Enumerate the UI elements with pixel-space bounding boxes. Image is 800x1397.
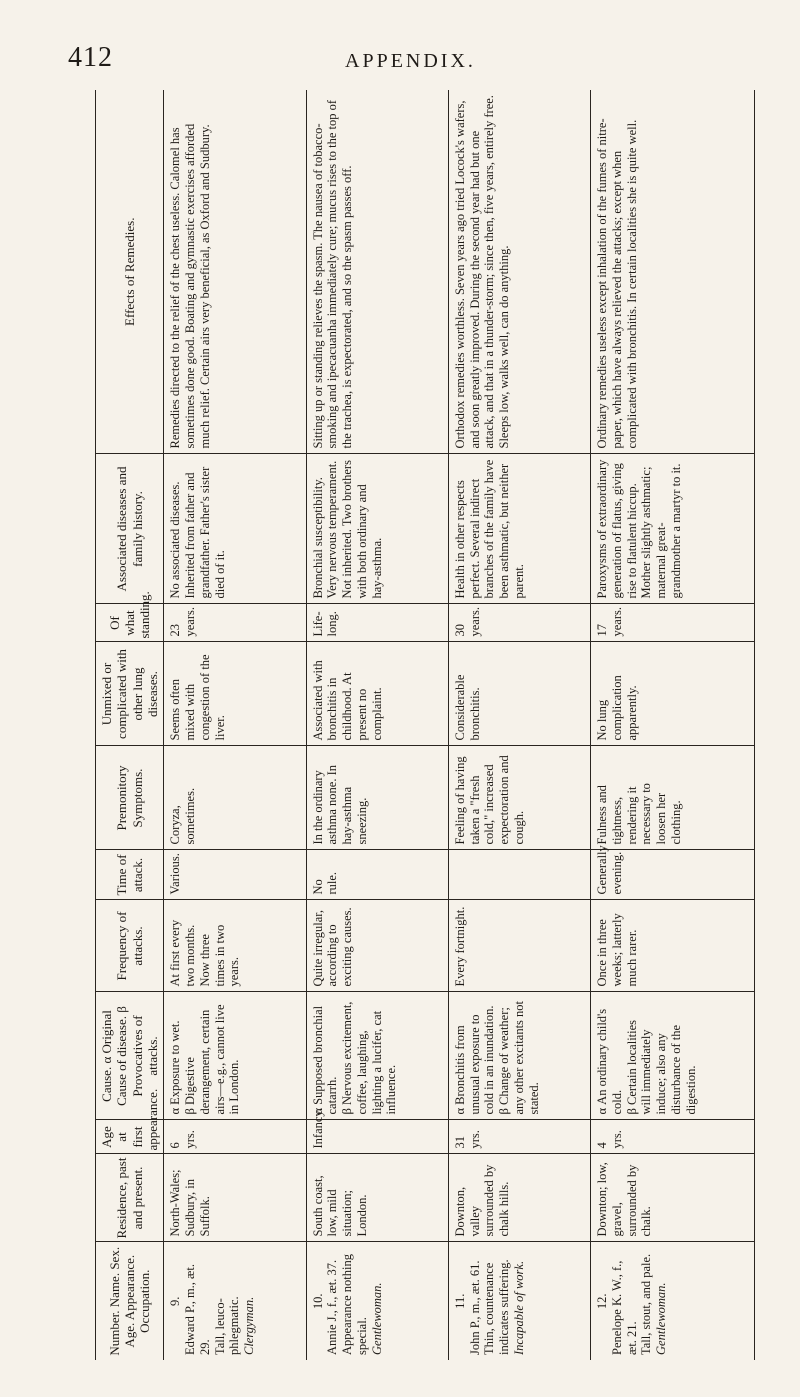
cell-standing: 17 years. — [591, 604, 755, 642]
case-number: 9. — [168, 1296, 183, 1306]
cell-cause — [448, 992, 590, 1120]
cell-associated: Health in other respects perfect. Several indirect branches of the family have been asthmatic, but neither parent. — [448, 454, 590, 604]
cause-original: α Bronchitis from unusual exposure to cold in an inundation. — [452, 1005, 497, 1115]
cell-associated: No associated diseases. Inherited from father and grandfather. Father's sister died of it. — [164, 454, 306, 604]
patient-occupation: Clergyman. — [242, 1296, 257, 1355]
cell-frequency: Once in three weeks; latterly much rarer. — [591, 900, 755, 992]
cause-original: α An ordinary child's cold. — [595, 1008, 624, 1115]
cell-standing: Life-long. — [306, 604, 448, 642]
cell-complicated: Seems often mixed with congestion of the liver. — [164, 642, 306, 746]
case-number: 11. — [452, 1293, 467, 1309]
cell-age-first: Infancy. — [306, 1120, 448, 1154]
cell-age-first: 4 yrs. — [591, 1120, 755, 1154]
cell-premonitory: Fulness and tightness, rendering it necessary to loosen her clothing. — [591, 746, 755, 850]
patient-name: Edward P., m., æt. 29. — [183, 1264, 212, 1355]
cell-cause — [164, 992, 306, 1120]
cell-age-first: 6 yrs. — [164, 1120, 306, 1154]
table-row — [448, 90, 590, 1360]
table-header-row — [96, 90, 164, 1360]
cause-provocative: β Certain localities will immediately induce; also any disturbance of the digestion. — [624, 1019, 698, 1115]
cause-provocative: β Change of weather; any other excitants not stated. — [497, 1000, 541, 1115]
patient-name: Penelope K. W., f., æt. 21. — [609, 1260, 639, 1355]
cell-time — [448, 850, 590, 900]
cell-premonitory: In the ordinary asthma none. In hay-asthma sneezing. — [306, 746, 448, 850]
cause-original: α Supposed bronchial catarrh. — [310, 1005, 340, 1115]
patient-appearance: Tall, leuco-phlegmatic. — [212, 1296, 242, 1355]
cell-remedies: Sitting up or standing relieves the spasm. The nausea of tobacco-smoking and ipecacuanha immediately cure; mucus rises to the top of the trachea, is expectorated, and so the spasm passes off. — [310, 99, 355, 449]
col-header-time: Time of attack. — [96, 850, 164, 900]
page-title: APPENDIX. — [345, 50, 476, 72]
patient-appearance: Thin, countenance indicates suffering. — [482, 1259, 512, 1355]
patient-name: Annie J., f., æt. 37. — [325, 1259, 340, 1355]
cell-standing: 30 years. — [448, 604, 590, 642]
col-header-residence: Residence, past and present. — [96, 1154, 164, 1242]
patient-appearance: Appearance nothing special. — [340, 1253, 369, 1355]
cell-complicated: Considerable bronchitis. — [448, 642, 590, 746]
cause-provocative: β Digestive derangement, certain airs—e.g., cannot live in London. — [183, 1004, 242, 1115]
cell-associated: Paroxysms of extraordinary generation of flatus, giving rise to flatulent hiccup. Mother slightly asthmatic; maternal great-grandmother a martyr to it. — [591, 454, 755, 604]
cause-original: α Exposure to wet. — [168, 1020, 183, 1115]
col-header-remedies: Effects of Remedies. — [96, 90, 164, 454]
patient-appearance: Tall, stout, and pale. — [639, 1253, 654, 1355]
col-header-frequency: Frequency of attacks. — [96, 900, 164, 992]
patient-name: John P., m., æt. 61. — [467, 1260, 482, 1355]
col-header-standing: Of what standing. — [96, 604, 164, 642]
cell-cause — [306, 992, 448, 1120]
patient-occupation: Gentlewoman. — [369, 1282, 384, 1355]
case-number: 12. — [595, 1293, 610, 1310]
cell-residence: South coast, low, mild situation; London. — [306, 1154, 448, 1242]
cell-patient — [306, 1242, 448, 1360]
table-row — [164, 90, 306, 1360]
cell-time: Various. — [164, 850, 306, 900]
cell-cause — [591, 992, 755, 1120]
table-row — [306, 90, 448, 1360]
col-header-premonitory: Premonitory Symptoms. — [96, 746, 164, 850]
col-header-age-first: Age at first appearance. — [96, 1120, 164, 1154]
cell-residence: Downton; low, gravel, surrounded by chalk. — [591, 1154, 755, 1242]
col-header-associated: Associated diseases and family history. — [96, 454, 164, 604]
cell-frequency: At first every two months. Now three times in two years. — [164, 900, 306, 992]
cell-time: No rule. — [306, 850, 448, 900]
cell-remedies: Ordinary remedies useless except inhalation of the fumes of nitre-paper, which have always relieved the attacks; except when complicated with bronchitis. In certain localities she is quite well. — [595, 118, 639, 449]
cell-standing: 23 years. — [164, 604, 306, 642]
col-header-number: Number. Name. Sex. Age. Appearance. Occupation. — [96, 1242, 164, 1360]
page-number: 412 — [68, 42, 113, 73]
page-header — [0, 0, 800, 80]
cell-residence: North-Wales; Sudbury, in Suffolk. — [164, 1154, 306, 1242]
cell-remedies: Remedies directed to the relief of the chest useless. Calomel has sometimes done good. Boating and gymnastic exercises afforded much relief. Certain airs very beneficial, as Oxford and Sudbury. — [168, 123, 212, 449]
cell-patient — [591, 1242, 755, 1360]
cell-patient — [448, 1242, 590, 1360]
cell-premonitory: Feeling of having taken a "fresh cold," increased expectoration and cough. — [448, 746, 590, 850]
cell-frequency: Every fortnight. — [448, 900, 590, 992]
cell-patient — [164, 1242, 306, 1360]
table-row — [591, 90, 755, 1360]
cell-time: Generally evening. — [591, 850, 755, 900]
cell-remedies: Orthodox remedies worthless. Seven years ago tried Locock's wafers, and soon greatly improved. During the second year had but one attack, and that in a thunder-storm; since then, five years, entirely free. Sleeps low, walks well, can do anything. — [452, 95, 512, 449]
case-number: 10. — [310, 1293, 325, 1310]
patient-occupation: Gentlewoman. — [654, 1282, 669, 1355]
cell-premonitory: Coryza, sometimes. — [164, 746, 306, 850]
cause-provocative: β Nervous excitement, coffee, laughing, lighting a lucifer, cat influence. — [340, 1001, 399, 1115]
patient-occupation: Incapable of work. — [511, 1260, 526, 1355]
cell-associated: Bronchial susceptibility. Very nervous temperament. Not inherited. Two brothers with both ordinary and hay-asthma. — [306, 454, 448, 604]
cell-frequency: Quite irregular, according to exciting causes. — [306, 900, 448, 992]
cell-complicated: Associated with bronchitis in childhood. At present no complaint. — [306, 642, 448, 746]
cell-complicated: No lung complication apparently. — [591, 642, 755, 746]
cell-residence: Downton, valley surrounded by chalk hills. — [448, 1154, 590, 1242]
case-table — [95, 90, 755, 1360]
col-header-cause: Cause. α Original Cause of disease. β Provocatives of attacks. — [96, 992, 164, 1120]
col-header-complicated: Unmixed or complicated with other lung diseases. — [96, 642, 164, 746]
case-table-rotated — [95, 90, 755, 1360]
cell-age-first: 31 yrs. — [448, 1120, 590, 1154]
